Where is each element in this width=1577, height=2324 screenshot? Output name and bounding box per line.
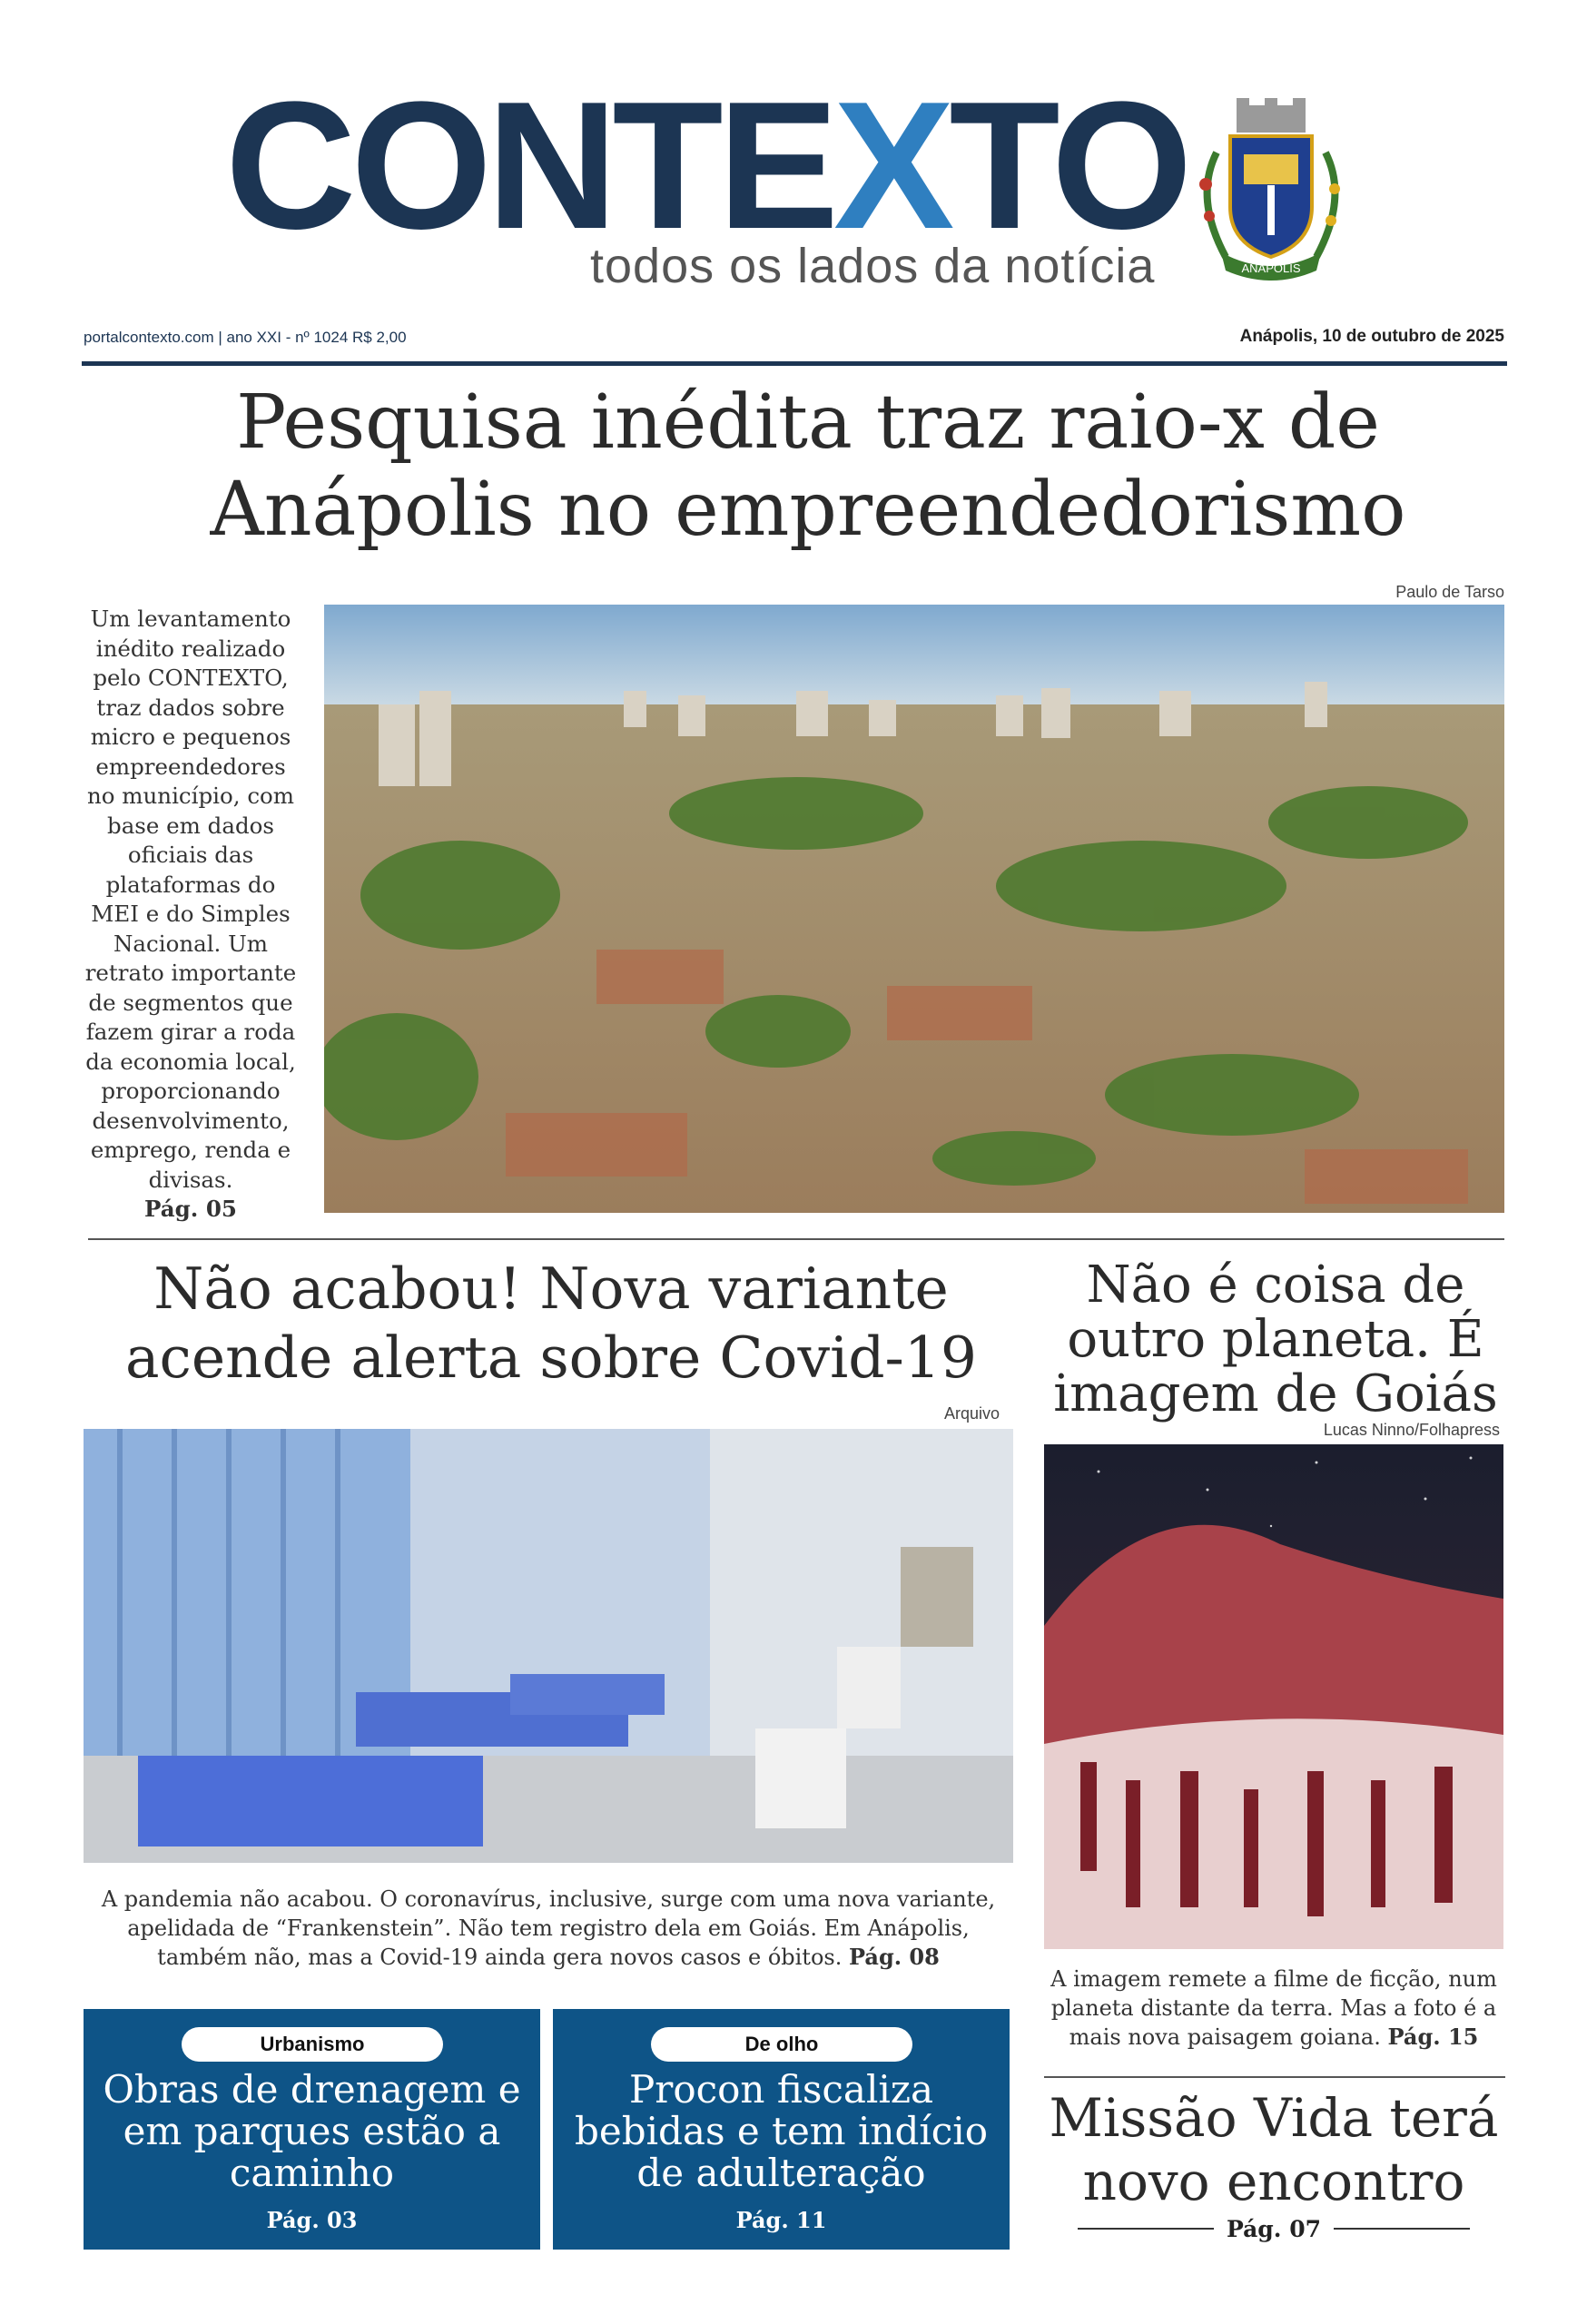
right-divider [1044,2076,1505,2078]
hospital-ward-photo [84,1429,1013,1863]
lead-summary [82,605,300,1225]
missao-headline[interactable]: Missão Vida terá novo encontro [1049,2087,1499,2212]
logo-part2: TO [949,64,1188,267]
de-olho-box[interactable] [553,2009,1010,2250]
box-headline[interactable]: Procon fiscaliza bebidas e tem indício de adulteração [574,2067,989,2195]
lead-summary-text: Um levantamento inédito realizado pelo CONTEXTO, traz dados sobre micro e pequenos empreendedores no município, com base em dados oficiais das plataformas do MEI e do Simples Nacional. Um retrato importante de segmentos que fazem girar a roda da economia local, proporcionando desenvolvimento, emprego, renda e divisas. [84,606,297,1193]
box-headline[interactable]: Obras de drenagem e em parques estão a caminho [103,2067,521,2195]
crest-label: ANÁPOLIS [1241,261,1301,275]
missao-page-ref[interactable]: Pág. 07 [1226,2215,1321,2242]
missao-page-ref-row [1044,2215,1503,2242]
box-tag: Urbanismo [182,2027,443,2062]
lead-page-ref[interactable]: Pág. 05 [144,1196,237,1222]
rule-right [1334,2228,1470,2230]
goias-page-ref[interactable]: Pág. 15 [1387,2024,1479,2050]
date-line: Anápolis, 10 de outubro de 2025 [1239,327,1504,346]
goias-summary [1044,1965,1503,2052]
covid-summary-text: A pandemia não acabou. O coronavírus, inclusive, surge com uma nova variante, apelidada de “Frankenstein”. Não tem registro dela em Goiás. Em Anápolis, também não, mas a Covid-19 ainda gera novos casos e óbitos. [101,1886,996,1970]
edition-line: portalcontexto.com | ano XXI - nº 1024 R$ 2,00 [84,329,407,346]
logo-x: X [833,64,950,267]
city-aerial-photo [324,605,1504,1213]
top-divider [82,361,1507,366]
box-tag: De olho [651,2027,912,2062]
lead-photo-credit: Paulo de Tarso [1395,583,1504,601]
covid-headline[interactable]: Não acabou! Nova variante acende alerta sobre Covid-19 [124,1256,978,1391]
rule-left [1078,2228,1214,2230]
lead-headline[interactable]: Pesquisa inédita traz raio-x de Anápolis no empreendedorismo [210,379,1406,553]
box-page-ref[interactable]: Pág. 11 [735,2207,827,2233]
goias-photo-credit: Lucas Ninno/Folhapress [1323,1421,1500,1439]
goias-landscape-photo [1044,1444,1503,1949]
middle-divider [88,1238,1504,1240]
covid-page-ref[interactable]: Pág. 08 [848,1944,940,1970]
goias-headline[interactable]: Não é coisa de outro planeta. É imagem de Goiás [1053,1256,1498,1423]
covid-summary [84,1885,1013,1972]
city-crest-icon [1189,98,1353,284]
tagline: todos os lados da notícia [590,239,1156,293]
box-page-ref[interactable]: Pág. 03 [266,2207,358,2233]
covid-photo-credit: Arquivo [944,1404,1000,1423]
goias-summary-text: A imagem remete a filme de ficção, num planeta distante da terra. Mas a foto é a mais nova paisagem goiana. [1050,1966,1497,2050]
logo-part1: CONTE [225,64,833,267]
urbanismo-box[interactable] [84,2009,540,2250]
